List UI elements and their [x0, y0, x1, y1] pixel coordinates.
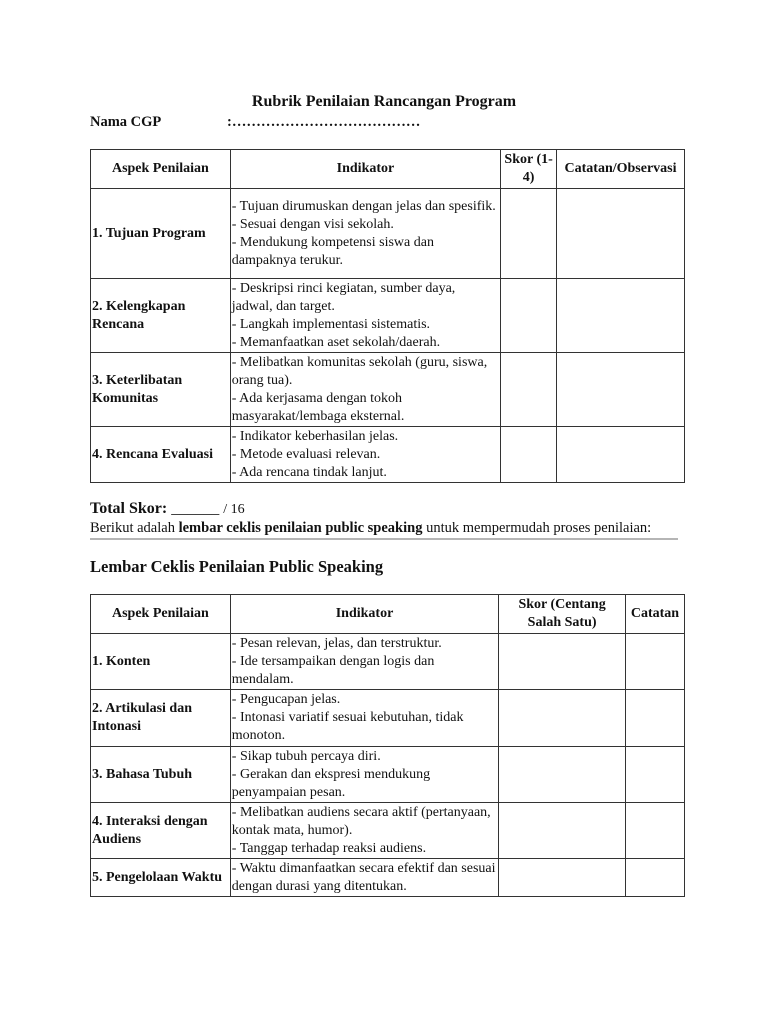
skor-cell — [501, 427, 557, 483]
indikator-cell — [230, 353, 500, 427]
indikator-line: - Sikap tubuh percaya diri. — [231, 748, 381, 764]
skor-cell — [499, 747, 626, 803]
skor-cell — [499, 803, 626, 859]
aspek-cell: 5. Pengelolaan Waktu — [91, 859, 231, 897]
indikator-cell — [230, 803, 498, 859]
total-skor-label: Total Skor: — [90, 500, 168, 517]
indikator-line: - Langkah implementasi sistematis. — [231, 316, 431, 332]
table-row — [91, 690, 685, 747]
aspek-cell: 1. Tujuan Program — [91, 189, 231, 279]
skor-cell — [499, 859, 626, 897]
header-indikator: Indikator — [230, 150, 500, 189]
skor-cell — [499, 690, 626, 747]
table-row — [91, 279, 685, 353]
indikator-cell — [230, 427, 500, 483]
intro-text-bold: lembar ceklis penilaian public speaking — [178, 520, 423, 536]
indikator-line: - Sesuai dengan visi sekolah. — [231, 216, 394, 232]
table-header-row — [91, 595, 685, 634]
header-indikator: Indikator — [230, 595, 498, 634]
aspek-cell: 3. Keterlibatan Komunitas — [91, 353, 231, 427]
nama-cgp-label: Nama CGP — [90, 114, 162, 130]
indikator-line: - Metode evaluasi relevan. — [231, 446, 381, 462]
table-row — [91, 859, 685, 897]
indikator-cell — [230, 690, 498, 747]
indikator-cell — [230, 279, 500, 353]
indikator-line: - Waktu dimanfaatkan secara efektif dan sesuai dengan durasi yang ditentukan. — [231, 860, 496, 894]
indikator-line: - Mendukung kompetensi siswa dan dampaknya terukur. — [231, 234, 434, 268]
aspek-cell: 3. Bahasa Tubuh — [91, 747, 231, 803]
catatan-cell — [626, 859, 685, 897]
document-title: Rubrik Penilaian Rancangan Program — [251, 93, 517, 110]
indikator-line: - Ada rencana tindak lanjut. — [231, 464, 387, 480]
section-title: Lembar Ceklis Penilaian Public Speaking — [90, 557, 384, 576]
indikator-line: - Melibatkan audiens secara aktif (pertanyaan, kontak mata, humor). — [231, 804, 491, 838]
total-skor — [90, 500, 245, 518]
catatan-cell — [626, 747, 685, 803]
aspek-cell: 4. Rencana Evaluasi — [91, 427, 231, 483]
aspek-cell: 1. Konten — [91, 634, 231, 690]
catatan-cell — [626, 803, 685, 859]
table-row — [91, 634, 685, 690]
indikator-line: - Ada kerjasama dengan tokoh masyarakat/lembaga eksternal. — [231, 390, 405, 424]
catatan-cell — [626, 634, 685, 690]
aspek-cell: 2. Kelengkapan Rencana — [91, 279, 231, 353]
skor-cell — [501, 189, 557, 279]
indikator-cell — [230, 189, 500, 279]
indikator-line: - Intonasi variatif sesuai kebutuhan, tidak monoton. — [231, 710, 464, 743]
indikator-line: - Indikator keberhasilan jelas. — [231, 428, 399, 444]
catatan-cell — [557, 353, 685, 427]
table-row — [91, 803, 685, 859]
catatan-cell — [626, 690, 685, 747]
aspek-cell: 2. Artikulasi dan Intonasi — [91, 690, 231, 747]
nama-cgp-value: :………………………………… — [227, 114, 421, 130]
indikator-cell — [230, 634, 498, 690]
intro-text-before: Berikut adalah — [90, 520, 179, 536]
indikator-line: - Deskripsi rinci kegiatan, sumber daya, jadwal, dan target. — [231, 280, 456, 314]
table-row — [91, 427, 685, 483]
table-row — [91, 353, 685, 427]
indikator-cell — [230, 747, 498, 803]
header-catatan: Catatan/Observasi — [557, 150, 685, 189]
catatan-cell — [557, 427, 685, 483]
catatan-cell — [557, 189, 685, 279]
skor-cell — [501, 353, 557, 427]
rubrik-table — [90, 149, 685, 483]
indikator-line: - Pengucapan jelas. — [231, 692, 341, 707]
nama-cgp-line — [90, 114, 420, 131]
table-header-row — [91, 150, 685, 189]
header-catatan: Catatan — [626, 595, 685, 634]
indikator-line: - Gerakan dan ekspresi mendukung penyampaian pesan. — [231, 766, 431, 800]
skor-cell — [499, 634, 626, 690]
intro-text-after: untuk mempermudah proses penilaian: — [422, 520, 652, 536]
indikator-line: - Ide tersampaikan dengan logis dan mendalam. — [231, 653, 435, 687]
intro-paragraph — [90, 520, 678, 540]
indikator-cell — [230, 859, 498, 897]
header-skor: Skor (Centang Salah Satu) — [499, 595, 626, 634]
total-skor-max: / 16 — [223, 502, 245, 517]
header-aspek: Aspek Penilaian — [91, 150, 231, 189]
catatan-cell — [557, 279, 685, 353]
indikator-line: - Tanggap terhadap reaksi audiens. — [231, 840, 427, 856]
indikator-line: - Melibatkan komunitas sekolah (guru, siswa, orang tua). — [231, 354, 488, 388]
total-skor-blank: ______ — [171, 500, 220, 517]
skor-cell — [501, 279, 557, 353]
header-skor: Skor (1-4) — [501, 150, 557, 189]
aspek-cell: 4. Interaksi dengan Audiens — [91, 803, 231, 859]
table-row — [91, 189, 685, 279]
ceklis-table — [90, 594, 685, 897]
indikator-line: - Memanfaatkan aset sekolah/daerah. — [231, 334, 441, 350]
indikator-line: - Tujuan dirumuskan dengan jelas dan spesifik. — [231, 198, 496, 214]
header-aspek: Aspek Penilaian — [91, 595, 231, 634]
table-row — [91, 747, 685, 803]
indikator-line: - Pesan relevan, jelas, dan terstruktur. — [231, 635, 442, 651]
